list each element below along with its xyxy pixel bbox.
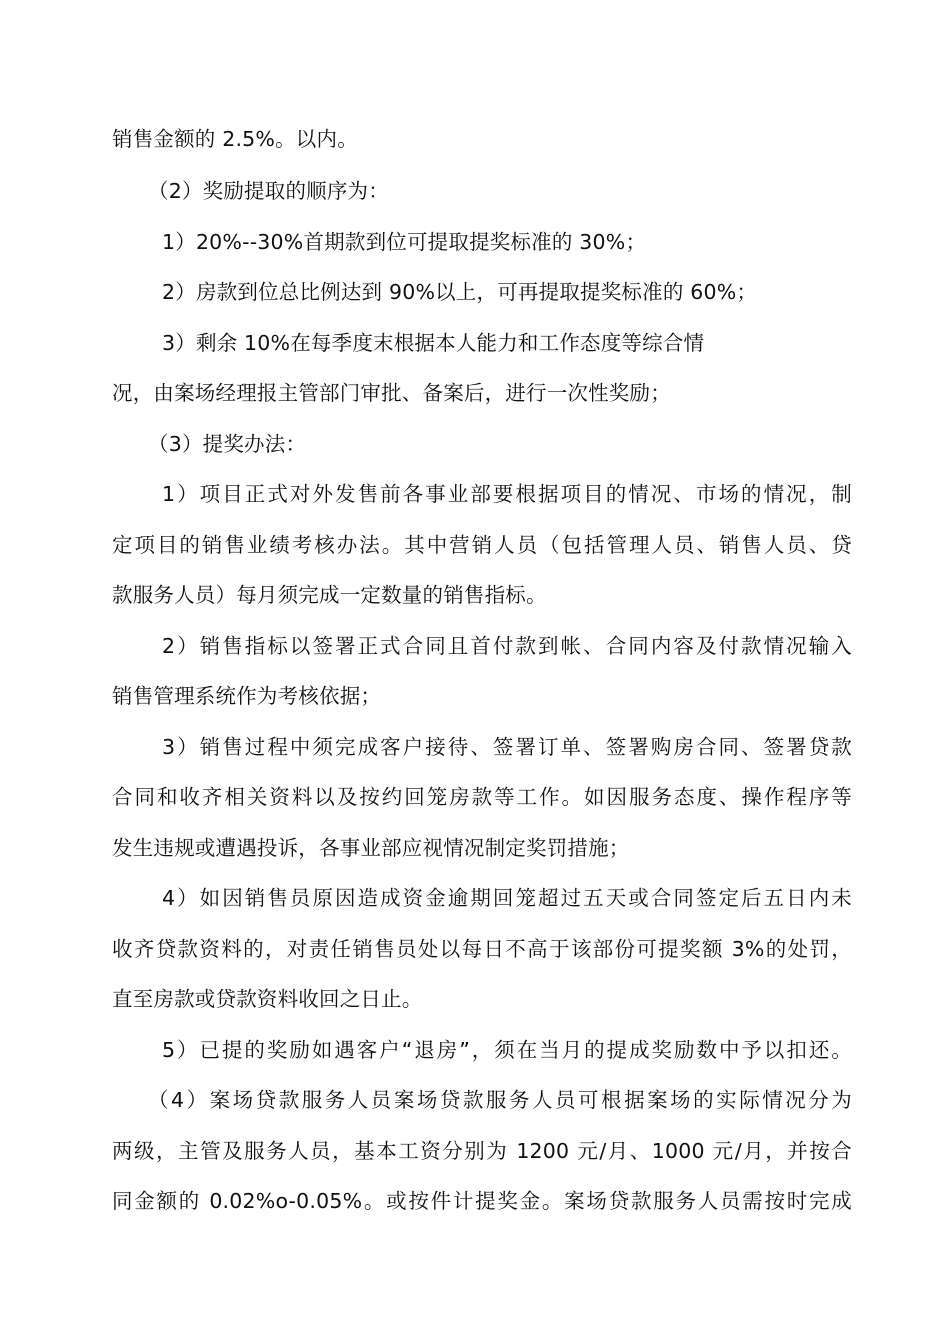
section-heading-2: （2）奖励提取的顺序为： xyxy=(148,179,389,203)
text-line-18: 直至房款或贷款资料收回之日止。 xyxy=(112,987,423,1011)
text-line-22: 同金额的 0.02%o-0.05%。或按件计提奖金。案场贷款服务人员需按时完成 xyxy=(112,1189,852,1213)
list-item-3-4: 4）如因销售员原因造成资金逾期回笼超过五天或合同签定后五日内未 xyxy=(162,886,852,910)
list-item-3-2: 2）销售指标以签署正式合同且首付款到帐、合同内容及付款情况输入 xyxy=(162,634,852,658)
list-item-1: 1）20%--30%首期款到位可提取提奖标准的 30%； xyxy=(162,230,647,254)
section-heading-4: （4）案场贷款服务人员案场贷款服务人员可根据案场的实际情况分为 xyxy=(148,1088,852,1112)
text-line-12: 销售管理系统作为考核依据； xyxy=(112,684,382,708)
section-heading-3: （3）提奖办法： xyxy=(148,432,307,456)
text-line-9: 定项目的销售业绩考核办法。其中营销人员（包括管理人员、销售人员、贷 xyxy=(112,533,852,557)
list-item-3-3: 3）销售过程中须完成客户接待、签署订单、签署购房合同、签署贷款 xyxy=(162,735,852,759)
text-line-6: 况，由案场经理报主管部门审批、备案后，进行一次性奖励； xyxy=(112,381,671,405)
list-item-2: 2）房款到位总比例达到 90%以上，可再提取提奖标准的 60%； xyxy=(162,280,758,304)
text-line-14: 合同和收齐相关资料以及按约回笼房款等工作。如因服务态度、操作程序等 xyxy=(112,785,852,809)
text-line-17: 收齐贷款资料的，对责任销售员处以每日不高于该部份可提奖额 3%的处罚， xyxy=(112,937,852,961)
list-item-3-1: 1）项目正式对外发售前各事业部要根据项目的情况、市场的情况，制 xyxy=(162,482,852,506)
text-line-1: 销售金额的 2.5%。以内。 xyxy=(112,127,358,151)
text-line-10: 款服务人员）每月须完成一定数量的销售指标。 xyxy=(112,583,547,607)
text-line-21: 两级，主管及服务人员，基本工资分别为 1200 元/月、1000 元/月，并按合 xyxy=(112,1139,852,1163)
list-item-3: 3）剩余 10%在每季度末根据本人能力和工作态度等综合情 xyxy=(162,331,705,355)
list-item-3-5: 5）已提的奖励如遇客户“退房”，须在当月的提成奖励数中予以扣还。 xyxy=(162,1038,852,1062)
text-line-15: 发生违规或遭遇投诉，各事业部应视情况制定奖罚措施； xyxy=(112,836,630,860)
